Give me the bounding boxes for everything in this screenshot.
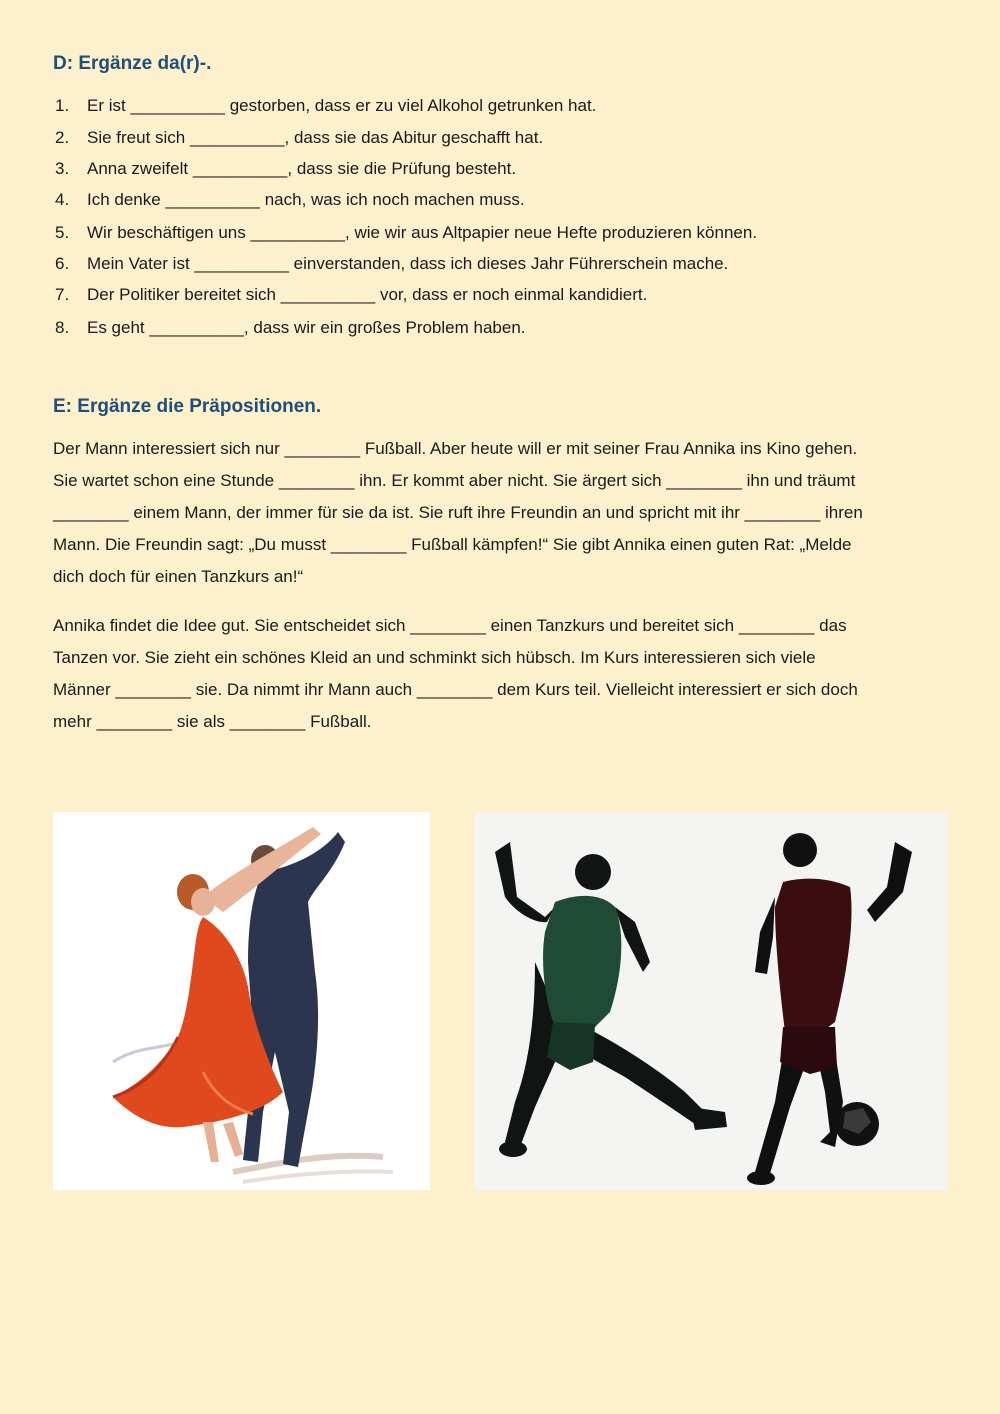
item-text: Mein Vater ist __________ einverstanden, dass ich dieses Jahr Führerschein mache. [87,254,729,273]
story-paragraph-2 [53,610,948,738]
paragraph-line: Sie wartet schon eine Stunde ________ ihn. Er kommt aber nicht. Sie ärgert sich ________ ihn und träumt [53,471,856,490]
item-text: Anna zweifelt __________, dass sie die Prüfung besteht. [87,159,517,178]
list-item [55,285,647,305]
list-item [55,96,596,116]
paragraph-line: Tanzen vor. Sie zieht ein schönes Kleid an und schminkt sich hübsch. Im Kurs interessieren sich viele [53,648,816,667]
soccer-players-image [475,812,948,1190]
list-item [55,128,543,148]
item-text: Sie freut sich __________, dass sie das Abitur geschafft hat. [87,128,544,147]
item-number: 3. [55,159,70,178]
list-item [55,254,728,274]
paragraph-line: Der Mann interessiert sich nur ________ Fußball. Aber heute will er mit seiner Frau Annika ins Kino gehen. [53,439,858,458]
item-text: Der Politiker bereitet sich __________ vor, dass er noch einmal kandidiert. [87,285,648,304]
list-item [55,159,516,179]
paragraph-line: ________ einem Mann, der immer für sie da ist. Sie ruft ihre Freundin an und spricht mit ihr ________ ihren [53,503,863,522]
dancing-couple-image [53,812,430,1190]
paragraph-line: Annika findet die Idee gut. Sie entscheidet sich ________ einen Tanzkurs und bereitet sich ________ das [53,616,847,635]
list-item [55,190,525,210]
item-number: 7. [55,285,70,304]
item-number: 5. [55,223,70,242]
item-number: 6. [55,254,70,273]
item-text: Ich denke __________ nach, was ich noch machen muss. [87,190,525,209]
list-item [55,318,526,338]
list-item [55,223,757,243]
paragraph-line: dich doch für einen Tanzkurs an!“ [53,567,304,586]
section-d-title: D: Ergänze da(r)-. [53,53,212,74]
item-text: Er ist __________ gestorben, dass er zu viel Alkohol getrunken hat. [87,96,597,115]
item-number: 8. [55,318,70,337]
paragraph-line: mehr ________ sie als ________ Fußball. [53,712,372,731]
item-text: Es geht __________, dass wir ein großes Problem haben. [87,318,526,337]
item-number: 1. [55,96,70,115]
item-text: Wir beschäftigen uns __________, wie wir aus Altpapier neue Hefte produzieren können. [87,223,758,242]
item-number: 2. [55,128,70,147]
story-paragraph-1 [53,433,948,593]
section-e-title: E: Ergänze die Präpositionen. [53,396,322,417]
item-number: 4. [55,190,70,209]
paragraph-line: Mann. Die Freundin sagt: „Du musst ________ Fußball kämpfen!“ Sie gibt Annika einen guten Rat: „Melde [53,535,852,554]
paragraph-line: Männer ________ sie. Da nimmt ihr Mann auch ________ dem Kurs teil. Vielleicht interessiert er sich doch [53,680,858,699]
